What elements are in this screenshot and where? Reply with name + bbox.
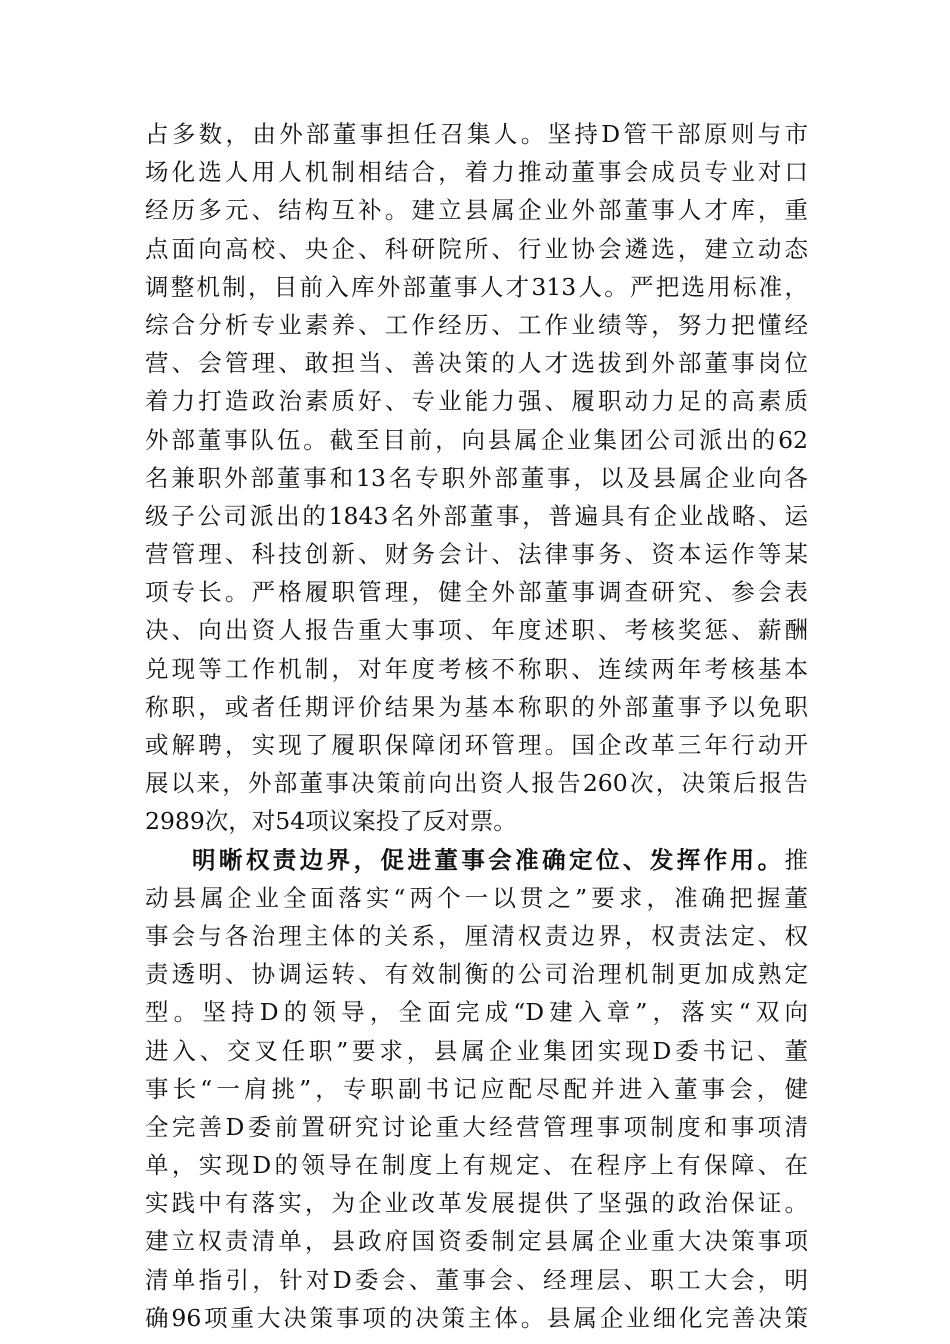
- text-line: 营、会管理、敢担当、善决策的人才选拔到外部董事岗位: [145, 349, 808, 378]
- text-line: 展以来，外部董事决策前向出资人报告260次，决策后报告: [145, 769, 808, 798]
- section-heading: 明晰权责边界，促进董事会准确定位、发挥作用。: [192, 845, 785, 874]
- heading-line-continuation: 推: [784, 845, 808, 874]
- text-line: 进入、交叉任职”要求，县属企业集团实现D委书记、董: [145, 1036, 808, 1065]
- text-line: 实践中有落实，为企业改革发展提供了坚强的政治保证。: [145, 1189, 808, 1218]
- text-line: 单，实现D的领导在制度上有规定、在程序上有保障、在: [145, 1151, 808, 1180]
- paragraph-responsibility-boundaries: [145, 841, 808, 1337]
- text-line: 事会与各治理主体的关系，厘清权责边界，权责法定、权: [145, 921, 808, 950]
- text-line: 外部董事队伍。截至目前，向县属企业集团公司派出的62: [145, 425, 808, 454]
- text-line: 着力打造政治素质好、专业能力强、履职动力足的高素质: [145, 387, 808, 416]
- text-line: 建立权责清单，县政府国资委制定县属企业重大决策事项: [145, 1227, 808, 1256]
- text-line: 综合分析专业素养、工作经历、工作业绩等，努力把懂经: [145, 310, 808, 339]
- body-text: [145, 115, 808, 1337]
- text-line: 占多数，由外部董事担任召集人。坚持D管干部原则与市: [145, 120, 808, 148]
- text-line: 项专长。严格履职管理，健全外部董事调查研究、参会表: [145, 578, 808, 607]
- text-line: 确96项重大决策事项的决策主体。县属企业细化完善决策: [145, 1303, 808, 1332]
- text-line: 点面向高校、央企、科研院所、行业协会遴选，建立动态: [145, 234, 808, 263]
- text-line: 全完善D委前置研究讨论重大经营管理事项制度和事项清: [145, 1112, 808, 1141]
- paragraph-external-directors: [145, 115, 808, 841]
- text-line: 动县属企业全面落实“两个一以贯之”要求，准确把握董: [145, 883, 808, 912]
- paragraph-first-line: [145, 841, 808, 879]
- text-line: 经历多元、结构互补。建立县属企业外部董事人才库，重: [145, 196, 808, 225]
- text-line: 级子公司派出的1843名外部董事，普遍具有企业战略、运: [145, 501, 808, 530]
- text-line: 名兼职外部董事和13名专职外部董事，以及县属企业向各: [145, 463, 808, 492]
- text-line: 事长“一肩挑”，专职副书记应配尽配并进入董事会，健: [145, 1074, 808, 1103]
- text-line: 场化选人用人机制相结合，着力推动董事会成员专业对口: [145, 158, 808, 187]
- text-line: 称职，或者任期评价结果为基本称职的外部董事予以免职: [145, 692, 808, 721]
- text-line: 或解聘，实现了履职保障闭环管理。国企改革三年行动开: [145, 731, 808, 759]
- text-line: 型。坚持D的领导，全面完成“D建入章”，落实“双向: [145, 998, 808, 1027]
- text-line: 调整机制，目前入库外部董事人才313人。严把选用标准，: [145, 272, 808, 301]
- text-line: 兑现等工作机制，对年度考核不称职、连续两年考核基本: [145, 654, 808, 683]
- text-line: 清单指引，针对D委会、董事会、经理层、职工大会，明: [145, 1265, 808, 1294]
- text-line: 决、向出资人报告重大事项、年度述职、考核奖惩、薪酬: [145, 616, 808, 645]
- text-line: 2989次，对54项议案投了反对票。: [145, 807, 517, 836]
- text-line: 营管理、科技创新、财务会计、法律事务、资本运作等某: [145, 540, 808, 569]
- text-line: 责透明、协调运转、有效制衡的公司治理机制更加成熟定: [145, 960, 808, 989]
